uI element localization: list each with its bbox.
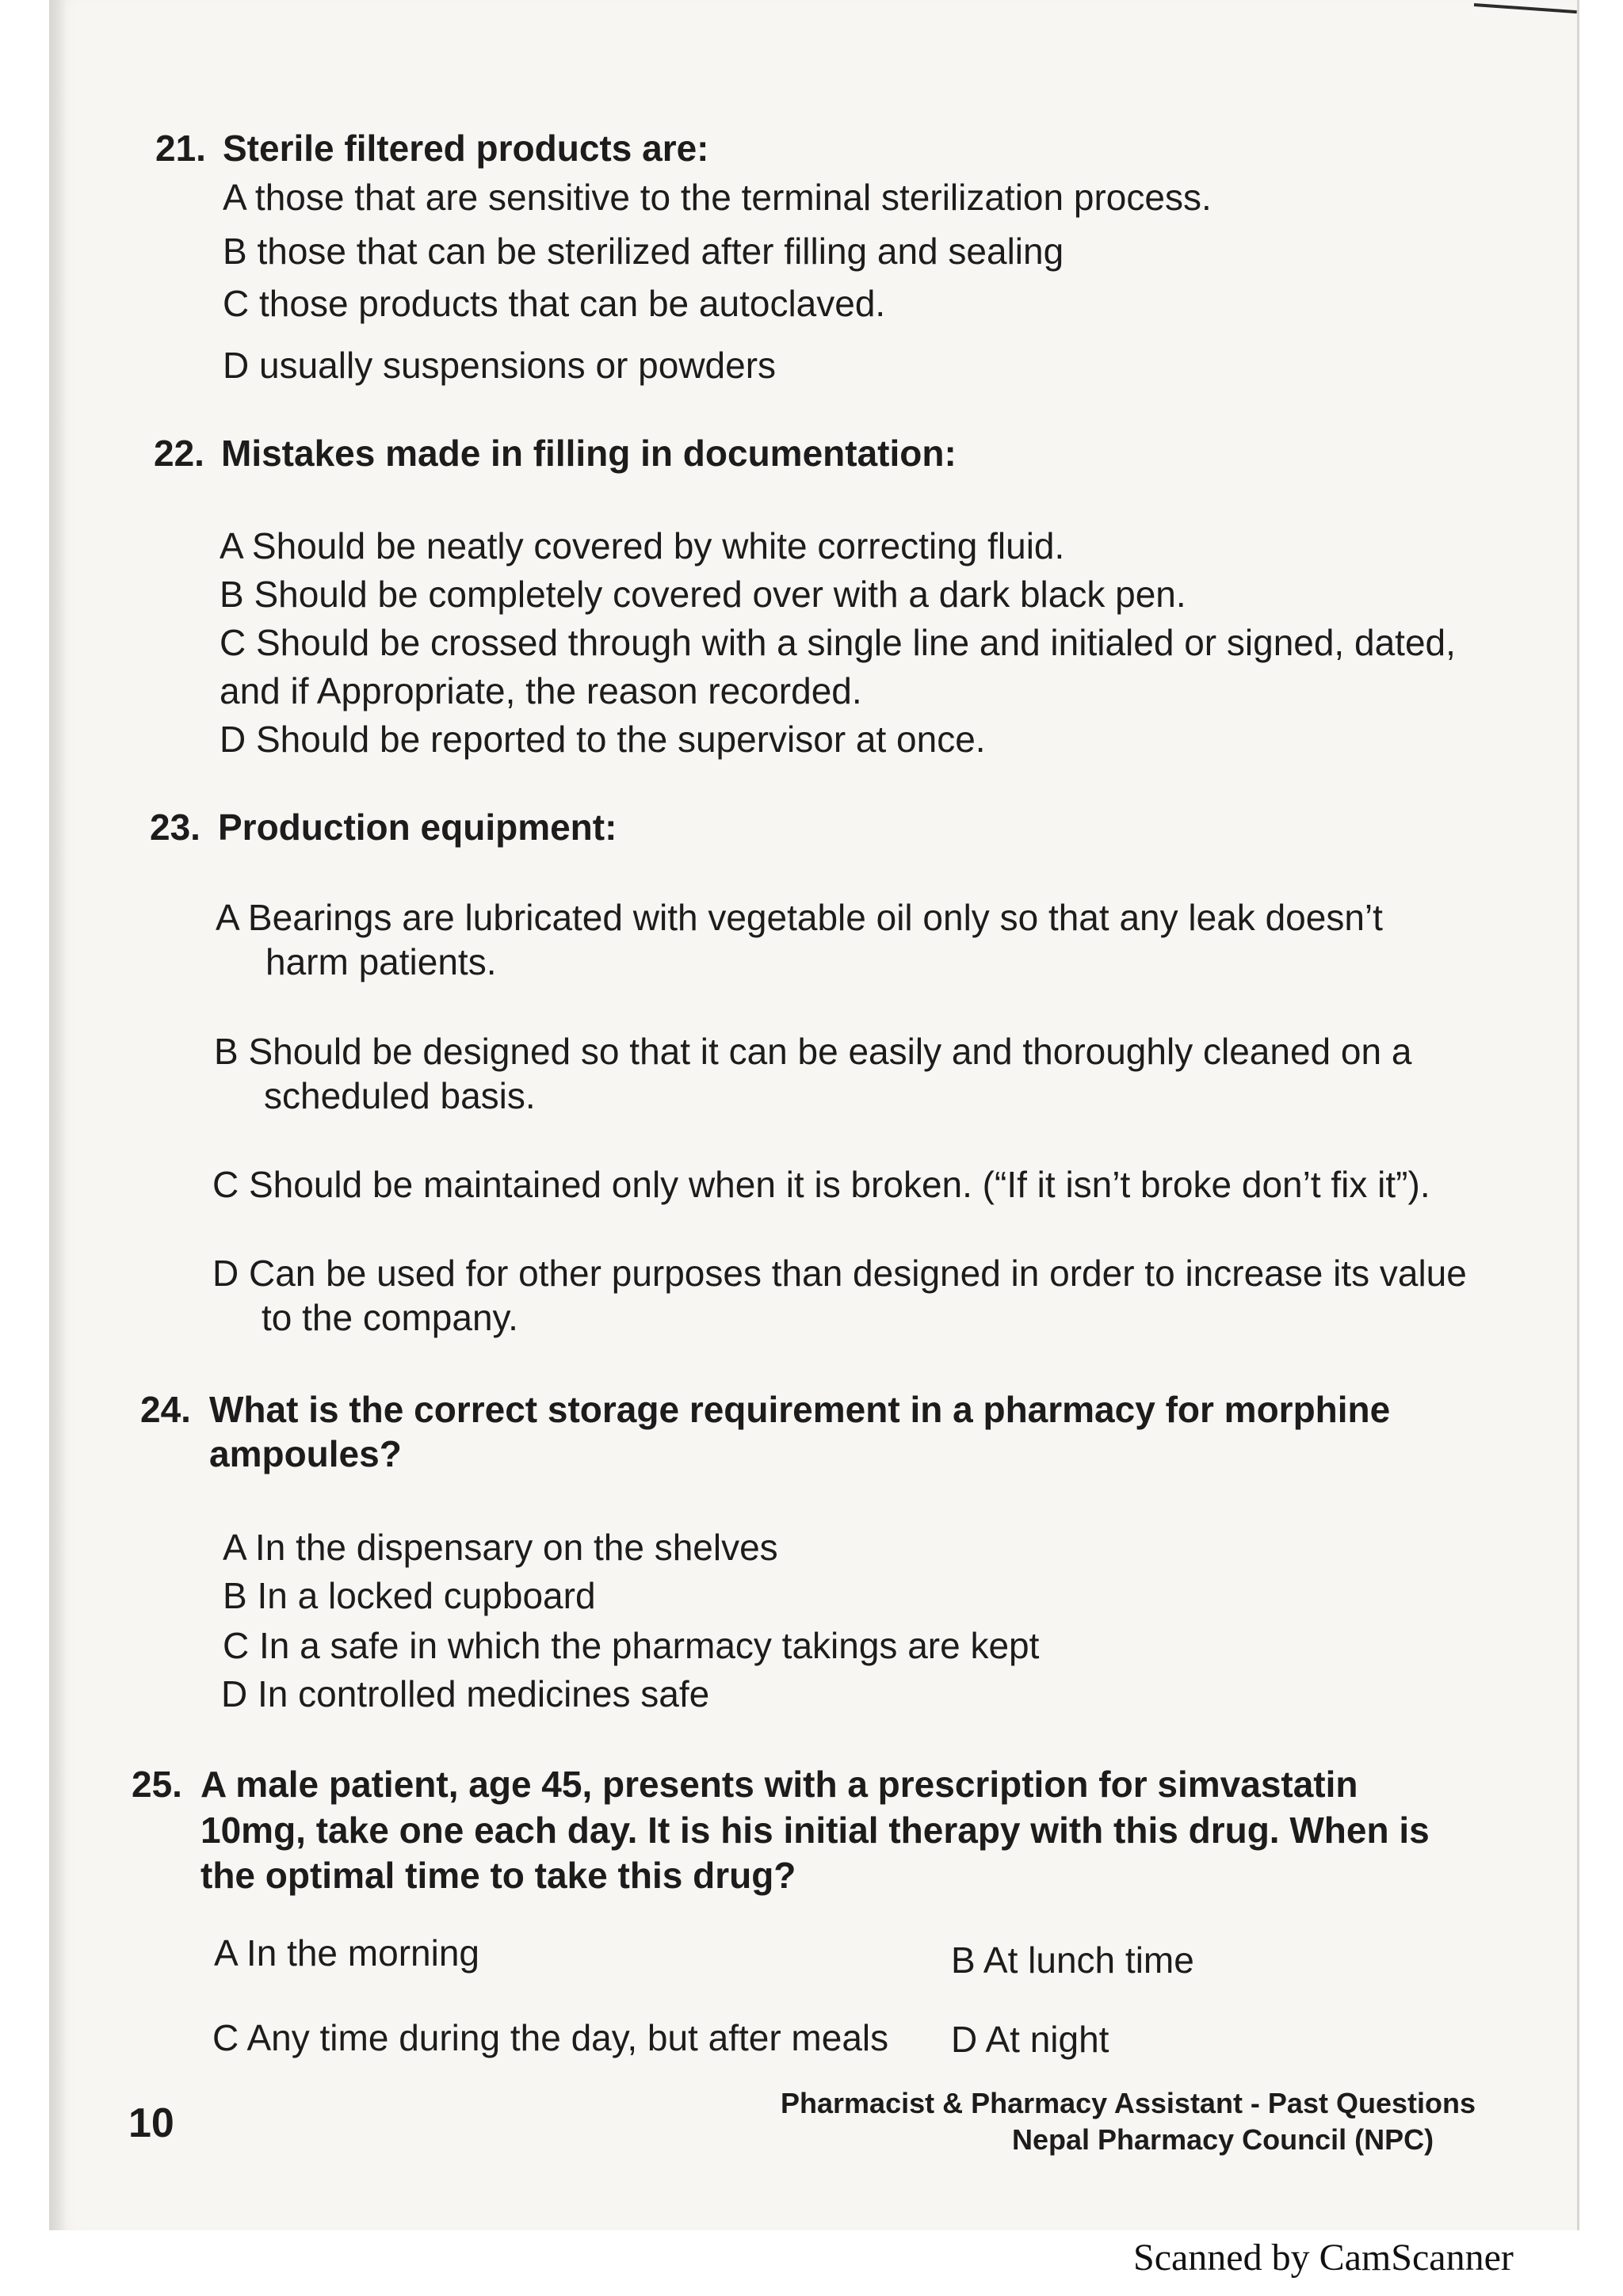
question-21-option-b: B those that can be sterilized after filling and sealing: [223, 231, 1064, 272]
question-22-option-b: B Should be completely covered over with a dark black pen.: [220, 574, 1186, 615]
question-23-option-a-continued: harm patients.: [265, 941, 497, 982]
question-25-option-d: D At night: [951, 2019, 1109, 2060]
question-22-option-c: C Should be crossed through with a single line and initialed or signed, dated,: [220, 622, 1456, 663]
footer-line-2: Nepal Pharmacy Council (NPC): [1012, 2123, 1434, 2156]
question-25-text-line-1: A male patient, age 45, presents with a prescription for simvastatin: [200, 1764, 1358, 1805]
question-24-text-line-1: What is the correct storage requirement in a pharmacy for morphine: [209, 1389, 1391, 1430]
question-25-number: 25.: [132, 1764, 182, 1805]
page-binding-shadow: [49, 0, 67, 2230]
question-22-text: Mistakes made in filling in documentation:: [221, 433, 957, 474]
question-24-text-line-2: ampoules?: [209, 1433, 402, 1474]
question-24-number: 24.: [140, 1389, 191, 1430]
question-24-option-c: C In a safe in which the pharmacy takings are kept: [223, 1625, 1040, 1666]
question-23-text: Production equipment:: [218, 807, 617, 848]
question-25-option-b: B At lunch time: [951, 1939, 1194, 1981]
question-25-option-c: C Any time during the day, but after meals: [212, 2017, 889, 2058]
question-23-option-a: A Bearings are lubricated with vegetable oil only so that any leak doesn’t: [216, 897, 1383, 938]
question-23-option-b: B Should be designed so that it can be easily and thoroughly cleaned on a: [214, 1031, 1412, 1072]
question-22-option-d: D Should be reported to the supervisor at once.: [220, 719, 986, 760]
question-22-number: 22.: [154, 433, 204, 474]
question-22-option-c-continued: and if Appropriate, the reason recorded.: [220, 670, 862, 711]
question-25-option-a: A In the morning: [214, 1932, 479, 1974]
question-25-text-line-2: 10mg, take one each day. It is his initial therapy with this drug. When is: [200, 1810, 1430, 1851]
camscanner-watermark: Scanned by CamScanner: [1133, 2237, 1514, 2279]
question-21-text: Sterile filtered products are:: [223, 128, 709, 169]
question-21-option-c: C those products that can be autoclaved.: [223, 283, 886, 324]
question-23-number: 23.: [150, 807, 200, 848]
question-24-option-a: A In the dispensary on the shelves: [223, 1527, 778, 1568]
question-24-option-b: B In a locked cupboard: [223, 1575, 596, 1616]
question-21-number: 21.: [155, 128, 206, 169]
question-25-text-line-3: the optimal time to take this drug?: [200, 1855, 796, 1896]
question-21-option-a: A those that are sensitive to the terminal sterilization process.: [223, 177, 1212, 218]
question-23-option-d-continued: to the company.: [262, 1297, 518, 1338]
question-23-option-b-continued: scheduled basis.: [264, 1075, 536, 1116]
page-number: 10: [128, 2100, 174, 2146]
question-21-option-d: D usually suspensions or powders: [223, 345, 777, 386]
question-23-option-c: C Should be maintained only when it is broken. (“If it isn’t broke don’t fix it”).: [212, 1164, 1430, 1205]
footer-line-1: Pharmacist & Pharmacy Assistant - Past Questions: [781, 2087, 1476, 2119]
question-22-option-a: A Should be neatly covered by white correcting fluid.: [220, 525, 1065, 566]
question-23-option-d: D Can be used for other purposes than designed in order to increase its value: [212, 1253, 1467, 1294]
question-24-option-d: D In controlled medicines safe: [221, 1673, 710, 1714]
